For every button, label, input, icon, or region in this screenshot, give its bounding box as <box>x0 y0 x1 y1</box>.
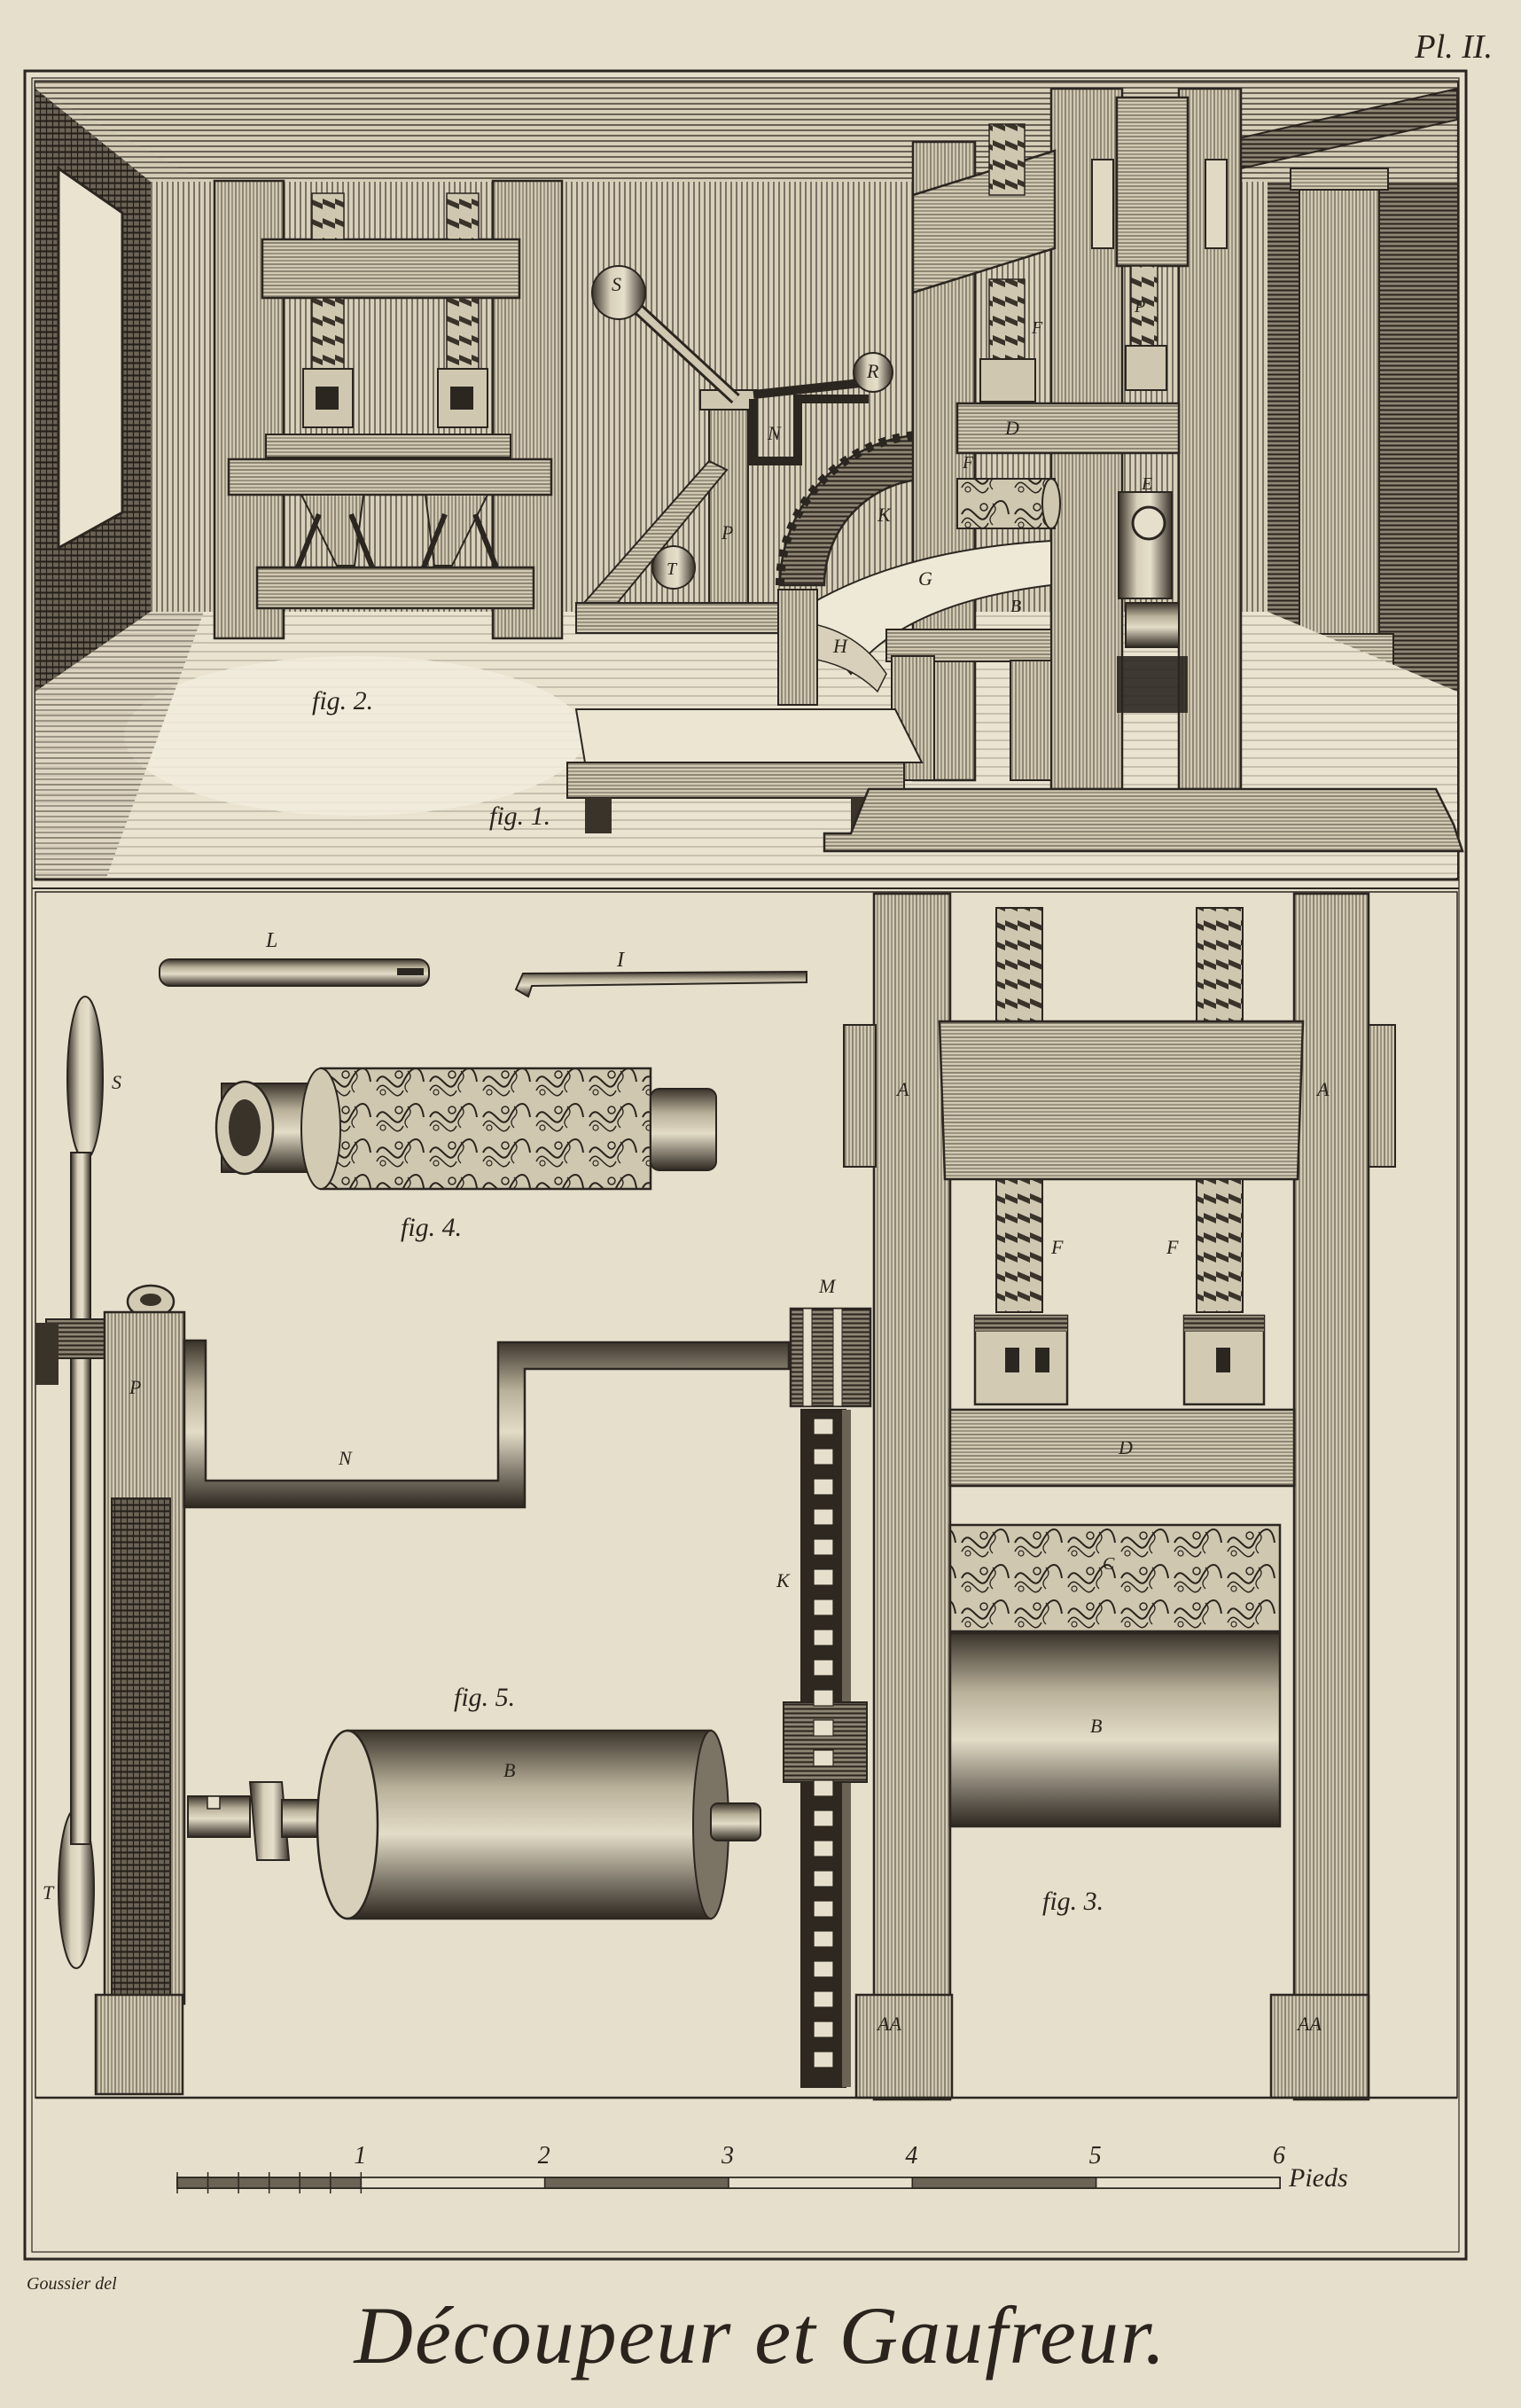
fig2-caption: fig. 2. <box>312 686 374 715</box>
scale-bar <box>177 2142 1285 2193</box>
label-f-right: F <box>1166 1236 1179 1258</box>
label-k: K <box>776 1569 790 1591</box>
fig1-label: F <box>1032 318 1043 338</box>
gear-tooth <box>814 1660 833 1676</box>
scale-tick-label: 3 <box>722 2142 734 2170</box>
scale-tick-label: 2 <box>537 2142 550 2170</box>
engraver-credit: Goussier del <box>27 2274 117 2294</box>
fig1-label: P <box>722 521 734 543</box>
gear-tooth <box>814 1901 833 1917</box>
gear-tooth <box>814 2021 833 2037</box>
scale-tick-label: 4 <box>905 2142 918 2170</box>
fig5-caption: fig. 5. <box>454 1683 516 1712</box>
label-b-fig5: B <box>503 1759 516 1781</box>
gear-tooth <box>814 1720 833 1736</box>
label-l: L <box>266 929 278 952</box>
scale-unit: Pieds <box>1289 2163 1348 2193</box>
window <box>58 168 122 548</box>
fig1-label: E <box>1142 474 1153 494</box>
workshop-vignette <box>35 82 1462 880</box>
fig1-label: N <box>768 422 781 444</box>
label-m: M <box>819 1275 836 1297</box>
gear-tooth <box>814 1810 833 1826</box>
label-aa-right: AA <box>1298 2013 1322 2035</box>
gear-tooth <box>814 1479 833 1495</box>
scale-tick-label: 1 <box>354 2142 367 2170</box>
gear-tooth <box>814 1750 833 1766</box>
label-a-left: A <box>897 1078 909 1100</box>
gear-tooth <box>814 1449 833 1465</box>
post-p <box>96 1286 184 2094</box>
label-n: N <box>339 1447 352 1469</box>
fig1-label: S <box>612 273 621 295</box>
fig1-label: H <box>833 635 847 657</box>
gear-tooth <box>814 1961 833 1977</box>
gear-tooth <box>814 2052 833 2068</box>
gear-tooth <box>814 1690 833 1706</box>
gear-tooth <box>814 1841 833 1857</box>
fig1-label: R <box>867 360 879 382</box>
label-a-right: A <box>1317 1078 1330 1100</box>
gear-tooth <box>814 1630 833 1646</box>
gear-tooth <box>814 1509 833 1525</box>
plate-title: Découpeur et Gaufreur. <box>354 2290 1167 2381</box>
gear-tooth <box>814 1871 833 1887</box>
scale-tick-label: 6 <box>1273 2142 1285 2170</box>
rod-l <box>160 959 429 986</box>
gear-tooth <box>814 1419 833 1435</box>
scale-segment <box>361 2177 544 2188</box>
label-s: S <box>112 1071 121 1093</box>
label-f-left: F <box>1051 1236 1064 1258</box>
fig4-engraved-roller <box>216 1068 716 1189</box>
label-i: I <box>617 949 624 972</box>
fig1-label: G <box>918 567 932 590</box>
scale-segment <box>545 2177 729 2188</box>
fig1-label: B <box>1010 597 1022 616</box>
gear-tooth <box>814 1599 833 1615</box>
label-d: D <box>1119 1436 1133 1458</box>
label-b-fig3: B <box>1090 1715 1103 1737</box>
gear-tooth <box>814 1780 833 1796</box>
plate-number: Pl. II. <box>1415 28 1493 66</box>
gear-tooth <box>814 1991 833 2007</box>
scale-tick-label: 5 <box>1088 2142 1102 2170</box>
scale-segment <box>729 2177 912 2188</box>
label-c: C <box>1103 1554 1115 1574</box>
scale-segment <box>912 2177 1096 2188</box>
fig1-label: T <box>667 559 677 579</box>
fig1-label: F <box>963 453 974 473</box>
paper-stack <box>576 709 922 762</box>
label-t: T <box>43 1881 54 1904</box>
fig3-caption: fig. 3. <box>1042 1887 1104 1916</box>
fig1-label: D <box>1005 417 1019 439</box>
gear-tooth <box>814 1569 833 1585</box>
fig1-label: K <box>878 504 891 526</box>
gear-tooth <box>814 1931 833 1947</box>
fig1-caption: fig. 1. <box>489 801 551 831</box>
gear-tooth <box>814 1539 833 1555</box>
fig1-label: P <box>1135 297 1146 317</box>
fig4-caption: fig. 4. <box>401 1213 463 1242</box>
scale-segment <box>1096 2177 1280 2188</box>
label-aa-left: AA <box>878 2013 901 2035</box>
label-p: P <box>129 1376 142 1398</box>
pillar <box>1299 177 1379 709</box>
